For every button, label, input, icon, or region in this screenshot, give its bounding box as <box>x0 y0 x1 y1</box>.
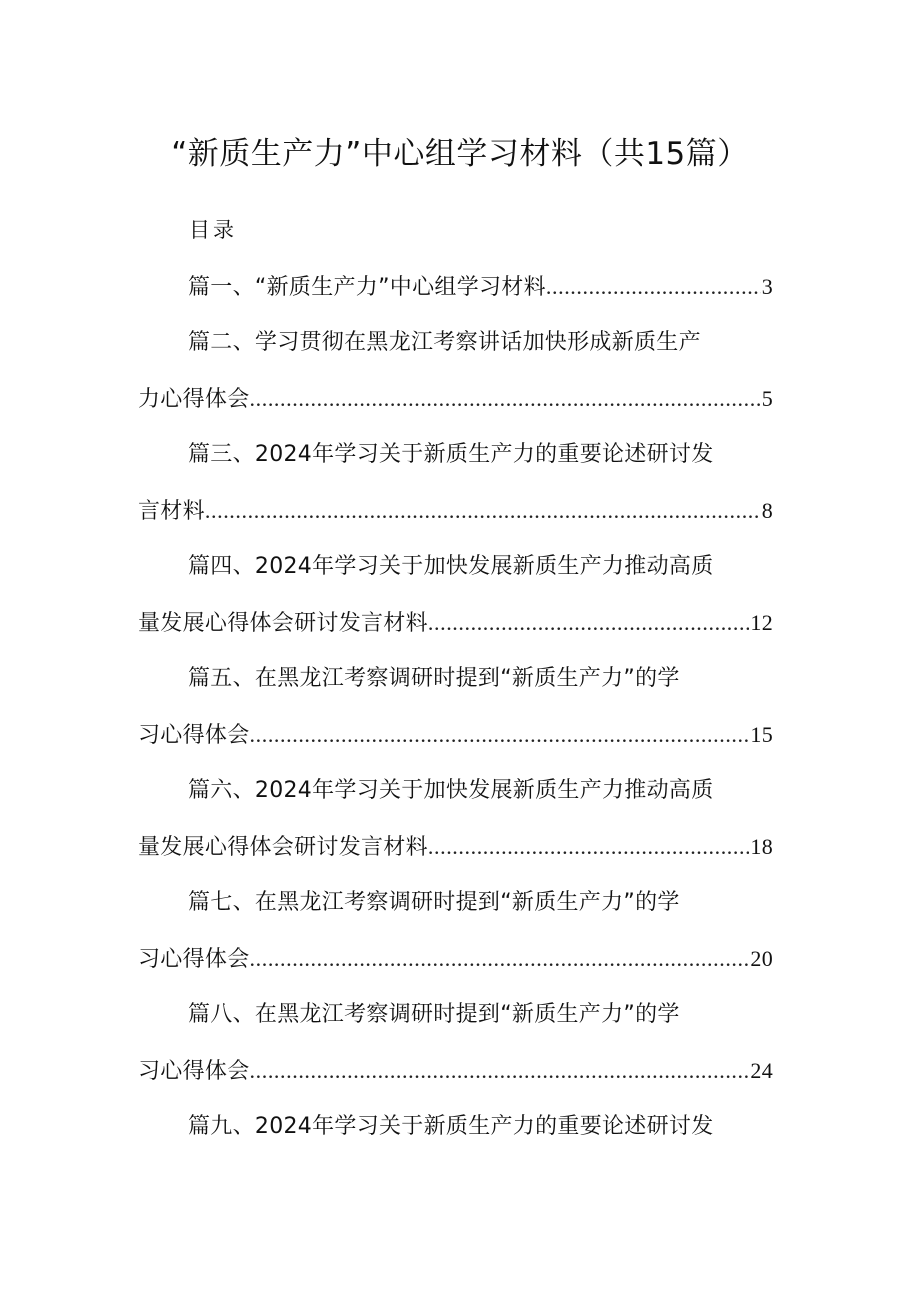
toc-entry-line: 篇三、2024年学习关于新质生产力的重要论述研讨发 <box>188 442 714 467</box>
toc-page-number: 20 <box>750 946 773 971</box>
toc-entry-line <box>138 707 773 763</box>
toc-entry-title-continued: 习心得体会 <box>138 947 250 972</box>
toc-entry[interactable] <box>138 1099 773 1155</box>
toc-entry[interactable] <box>138 539 773 651</box>
toc-heading: 目录 <box>189 218 237 242</box>
toc-page-number: 15 <box>750 722 773 747</box>
toc-entry[interactable] <box>138 259 773 315</box>
dot-leader <box>250 1043 750 1099</box>
page-title: “新质生产力”中心组学习材料（共15篇） <box>171 136 749 172</box>
toc-page-number: 24 <box>750 1058 773 1083</box>
toc-entry[interactable] <box>138 427 773 539</box>
toc-entry-line: 篇七、在黑龙江考察调研时提到“新质生产力”的学 <box>188 890 680 915</box>
toc-entry-line: 篇九、2024年学习关于新质生产力的重要论述研讨发 <box>188 1114 714 1139</box>
dot-leader <box>205 483 761 539</box>
toc-entry[interactable] <box>138 987 773 1099</box>
dot-leader <box>428 819 749 875</box>
toc-entry-line <box>138 1043 773 1099</box>
toc-entry-line <box>138 259 773 315</box>
toc-entry-line: 篇八、在黑龙江考察调研时提到“新质生产力”的学 <box>188 1002 680 1027</box>
table-of-contents <box>138 259 773 1155</box>
toc-entry-line <box>138 371 773 427</box>
toc-entry-line: 篇六、2024年学习关于加快发展新质生产力推动高质 <box>188 778 714 803</box>
toc-page-number: 18 <box>750 834 773 859</box>
toc-page-number: 5 <box>761 386 773 411</box>
dot-leader <box>250 931 750 987</box>
toc-entry-line <box>138 931 773 987</box>
toc-page-number: 3 <box>761 274 773 299</box>
dot-leader <box>428 595 749 651</box>
toc-entry[interactable] <box>138 651 773 763</box>
toc-entry[interactable] <box>138 763 773 875</box>
toc-entry-line <box>138 819 773 875</box>
toc-entry-line: 篇四、2024年学习关于加快发展新质生产力推动高质 <box>188 554 714 579</box>
toc-entry-title: 篇一、“新质生产力”中心组学习材料 <box>188 275 546 300</box>
toc-entry-line <box>138 595 773 651</box>
toc-entry[interactable] <box>138 315 773 427</box>
toc-entry-title-continued: 言材料 <box>138 499 205 524</box>
toc-entry-title-continued: 量发展心得体会研讨发言材料 <box>138 611 428 636</box>
toc-entry[interactable] <box>138 875 773 987</box>
toc-page-number: 8 <box>761 498 773 523</box>
toc-page-number: 12 <box>750 610 773 635</box>
toc-entry-title-continued: 力心得体会 <box>138 387 250 412</box>
toc-entry-title-continued: 习心得体会 <box>138 1059 250 1084</box>
dot-leader <box>250 371 761 427</box>
dot-leader <box>546 259 761 315</box>
toc-entry-title-continued: 习心得体会 <box>138 723 250 748</box>
dot-leader <box>250 707 750 763</box>
toc-entry-title-continued: 量发展心得体会研讨发言材料 <box>138 835 428 860</box>
toc-entry-line <box>138 483 773 539</box>
toc-entry-line: 篇二、学习贯彻在黑龙江考察讲话加快形成新质生产 <box>188 330 701 355</box>
toc-entry-line: 篇五、在黑龙江考察调研时提到“新质生产力”的学 <box>188 666 680 691</box>
